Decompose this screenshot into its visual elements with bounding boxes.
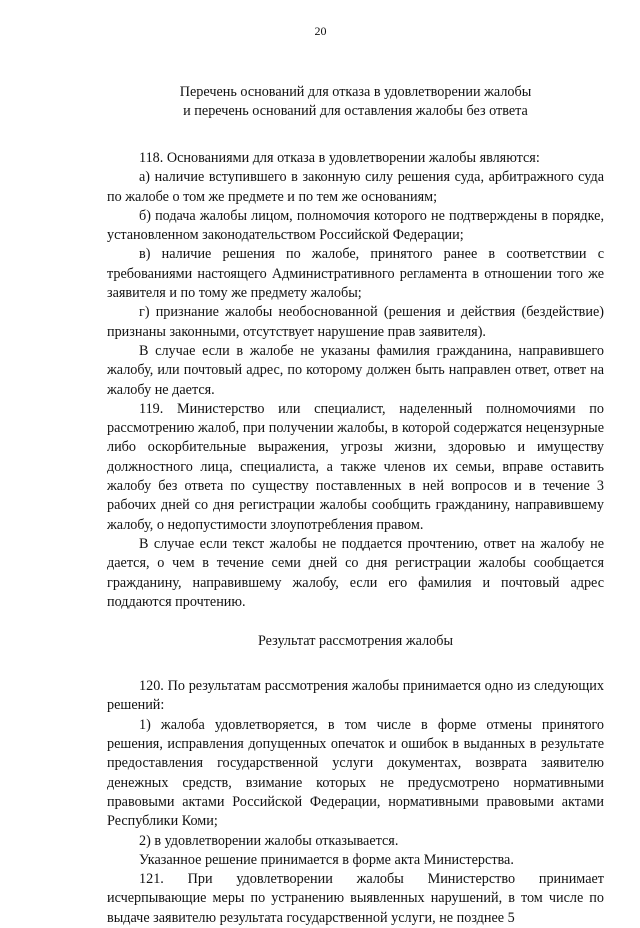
heading-line: и перечень оснований для оставления жалобы без ответа [183,103,528,119]
paragraph-118-b: б) подача жалобы лицом, полномочия которого не подтверждены в порядке, установленном законодательством Российской Федерации; [107,207,604,244]
paragraph-120-2: 2) в удовлетворении жалобы отказывается. [139,832,399,849]
paragraph-118: 118. Основаниями для отказа в удовлетворении жалобы являются: [139,150,540,166]
paragraph-119: 119. Министерство или специалист, наделенный полномочиями по рассмотрению жалоб, при получении жалобы, в которой содержатся нецензурные либо оскорбительные выражения, угрозы жизни, здоровью и имуществу должностного лица, специалиста, а также членов их семьи, вправе оставить жалобу без ответа по существу поставленных в ней вопросов и в течение 3 рабочих дней со дня регистрации жалобы сообщить гражданину, направившему жалобу, о недопустимости злоупотребления правом. [107,400,604,533]
paragraph-120-1: 1) жалоба удовлетворяется, в том числе в форме отмены принятого решения, исправления допущенных опечаток и ошибок в выданных в результате предоставления государственной услуги документах, возврата заявителю денежных средств, взимание которых не предусмотрено нормативными правовыми актами Российской Федерации, нормативными правовыми актами Республики Коми; [107,716,604,830]
section-heading-result: Результат рассмотрения жалобы [257,633,454,650]
section-result-body [107,677,604,928]
paragraph-118-a: а) наличие вступившего в законную силу решения суда, арбитражного суда по жалобе о том же предмете и по тем же основаниям; [107,169,604,205]
paragraph-118-g: г) признание жалобы необоснованной (решения и действия (бездействие) признаны законными, отсутствует нарушение прав заявителя). [107,304,604,340]
paragraph-decision-form: Указанное решение принимается в форме акта Министерства. [139,851,514,868]
paragraph-unreadable: В случае если текст жалобы не поддается прочтению, ответ на жалобу не дается, о чем в течение семи дней со дня регистрации жалобы сообщается гражданину, направившему жалобу, если его фамилия и почтовый адрес поддаются прочтению. [107,535,604,610]
section-grounds-body [107,149,604,612]
section-heading-grounds-for-refusal [107,83,604,121]
heading-line: Перечень оснований для отказа в удовлетворении жалобы [179,84,532,100]
paragraph-121: 121. При удовлетворении жалобы Министерство принимает исчерпывающие меры по устранению выявленных нарушений, в том числе по выдаче заявителю результата государственной услуги, не позднее 5 [107,871,604,926]
page-number: 20 [314,24,327,38]
paragraph-120: 120. По результатам рассмотрения жалобы принимается одно из следующих решений: [107,678,604,714]
paragraph-no-answer: В случае если в жалобе не указаны фамилия гражданина, направившего жалобу, или почтовый адрес, по которому должен быть направлен ответ, ответ на жалобу не дается. [107,342,604,398]
paragraph-118-v: в) наличие решения по жалобе, принятого ранее в соответствии с требованиями настоящего Административного регламента в отношении того же заявителя и по тому же предмету жалобы; [107,246,604,302]
